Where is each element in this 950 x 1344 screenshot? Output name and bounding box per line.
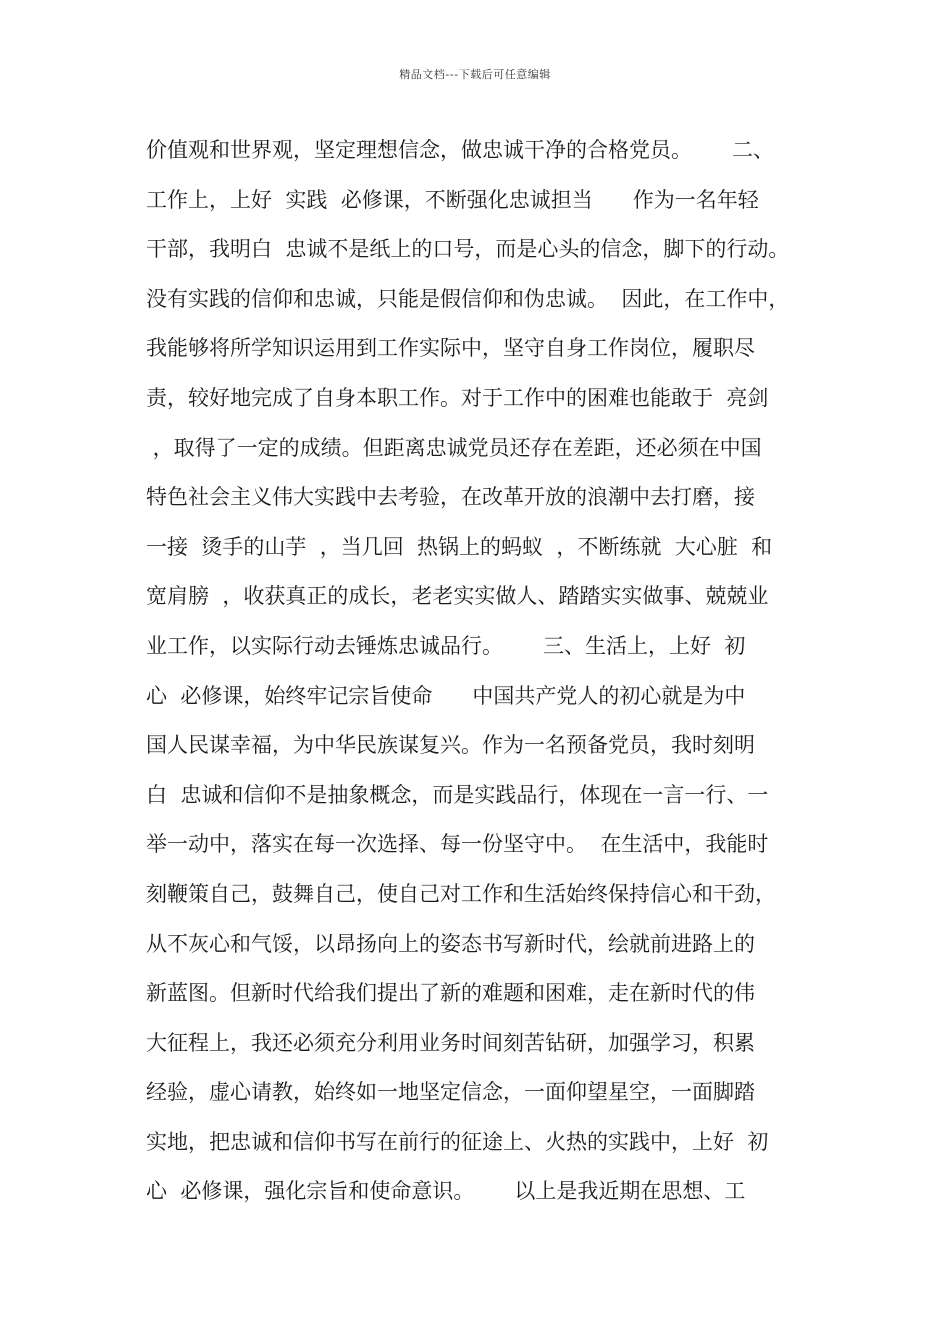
document-body	[146, 126, 826, 1217]
text-line: 举一动中，落实在每一次选择、每一份坚守中。 在生活中，我能时	[146, 832, 769, 857]
text-line: ，取得了一定的成绩。但距离忠诚党员还存在差距，还必须在中国	[146, 435, 762, 460]
text-line: 一接 烫手的山芋 ，当几回 热锅上的蚂蚁 ，不断练就 大心脏 和	[146, 534, 773, 559]
text-line: 特色社会主义伟大实践中去考验，在改革开放的浪潮中去打磨，接	[146, 485, 755, 510]
text-line: 从不灰心和气馁，以昂扬向上的姿态书写新时代，绘就前进路上的	[146, 931, 755, 956]
text-line: 经验，虚心请教，始终如一地坚定信念，一面仰望星空，一面脚踏	[146, 1080, 755, 1105]
text-line: 没有实践的信仰和忠诚，只能是假信仰和伪忠诚。 因此，在工作中，	[146, 286, 790, 311]
text-line: 责，较好地完成了自身本职工作。对于工作中的困难也能敢于 亮剑	[146, 385, 769, 410]
text-line: 价值观和世界观，坚定理想信念，做忠诚干净的合格党员。 二、	[146, 138, 775, 162]
page-header: 精品文档---下载后可任意编辑	[399, 68, 551, 81]
text-line: 干部，我明白 忠诚不是纸上的口号，而是心头的信念，脚下的行动。	[146, 237, 790, 262]
text-line: 心 必修课，始终牢记宗旨使命 中国共产党人的初心就是为中	[146, 683, 746, 708]
text-line: 新蓝图。但新时代给我们提出了新的难题和困难，走在新时代的伟	[146, 981, 755, 1006]
text-line: 心 必修课，强化宗旨和使命意识。 以上是我近期在思想、工	[146, 1179, 746, 1204]
text-line: 实地，把忠诚和信仰书写在前行的征途上、火热的实践中，上好 初	[146, 1129, 769, 1154]
text-line: 大征程上，我还必须充分利用业务时间刻苦钻研，加强学习，积累	[146, 1030, 755, 1055]
text-line: 宽肩膀 ，收获真正的成长，老老实实做人、踏踏实实做事、兢兢业	[146, 584, 769, 609]
text-line: 我能够将所学知识运用到工作实际中，坚守自身工作岗位，履职尽	[146, 336, 755, 361]
text-line: 工作上，上好 实践 必修课，不断强化忠诚担当 作为一名年轻	[146, 187, 759, 212]
text-line: 国人民谋幸福，为中华民族谋复兴。作为一名预备党员，我时刻明	[146, 733, 755, 758]
text-line: 刻鞭策自己，鼓舞自己，使自己对工作和生活始终保持信心和干劲，	[146, 881, 776, 906]
text-line: 白 忠诚和信仰不是抽象概念，而是实践品行，体现在一言一行、一	[146, 782, 769, 807]
text-line: 业工作，以实际行动去锤炼忠诚品行。 三、生活上，上好 初	[146, 633, 746, 658]
